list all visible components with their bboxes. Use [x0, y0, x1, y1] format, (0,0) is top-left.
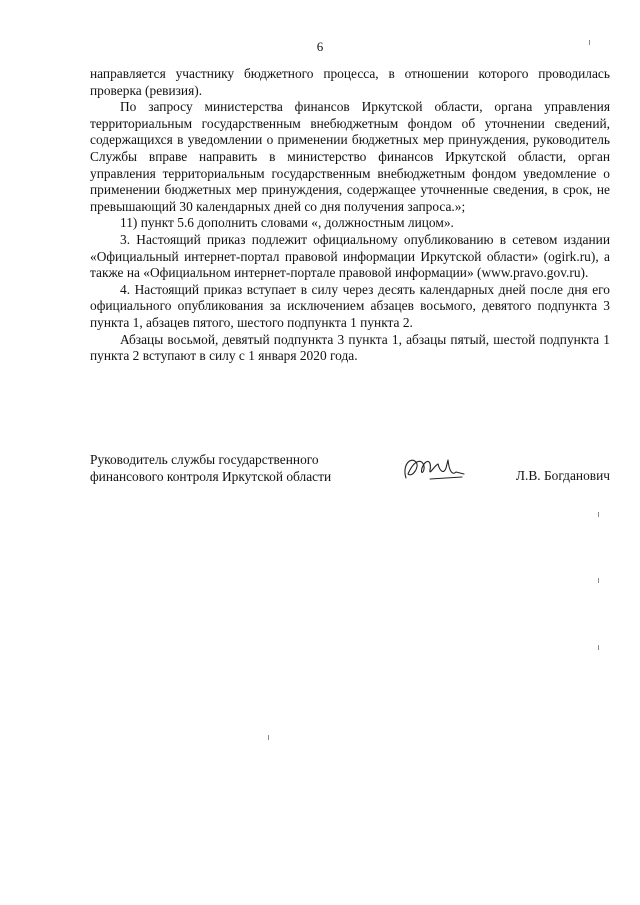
scan-artifact — [598, 645, 599, 650]
signer-title — [90, 452, 390, 485]
paragraph: направляется участнику бюджетного процесса, в отношении которого проводилась проверка (ревизия). — [90, 66, 610, 98]
signer-title-line: Руководитель службы государственного — [90, 452, 319, 467]
paragraph: По запросу министерства финансов Иркутской области, органа управления территориальным государственным внебюджетным фондом об уточнении сведений, содержащихся в уведомлении о применении бюджетных мер принуждения, руководитель Службы вправе направить в министерство финансов Иркутской области, орган управления территориальным государственным внебюджетным фондом уведомление о применении бюджетных мер принуждения, содержащее уточненные сведения, в срок, не превышающий 30 календарных дней со дня получения запроса.»; — [90, 99, 610, 214]
paragraph: 3. Настоящий приказ подлежит официальному опубликованию в сетевом издании «Официальный интернет-портал правовой информации Иркутской области» (ogirk.ru), а также на «Официальном интернет-портале правовой информации» (www.pravo.gov.ru). — [90, 231, 610, 281]
scan-artifact — [268, 735, 269, 740]
scan-artifact — [598, 512, 599, 517]
paragraph: Абзацы восьмой, девятый подпункта 3 пункта 1, абзацы пятый, шестой подпункта 1 пункта 2 вступают в силу с 1 января 2020 года. — [90, 331, 610, 364]
scan-artifact — [598, 578, 599, 583]
paragraph: 4. Настоящий приказ вступает в силу через десять календарных дней после дня его официального опубликования за исключением абзацев восьмого, девятого подпункта 3 пункта 1, абзацев пятого, шестого подпункта 1 пункта 2. — [90, 281, 610, 330]
handwritten-signature — [400, 452, 468, 486]
paragraph: 11) пункт 5.6 дополнить словами «, должностным лицом». — [120, 215, 454, 231]
signer-name: Л.В. Богданович — [515, 468, 610, 483]
scan-artifact — [589, 40, 590, 45]
document-body — [90, 66, 610, 365]
page-number: 6 — [316, 39, 324, 54]
signer-title-line: финансового контроля Иркутской области — [90, 468, 332, 484]
signature-block — [90, 452, 610, 492]
